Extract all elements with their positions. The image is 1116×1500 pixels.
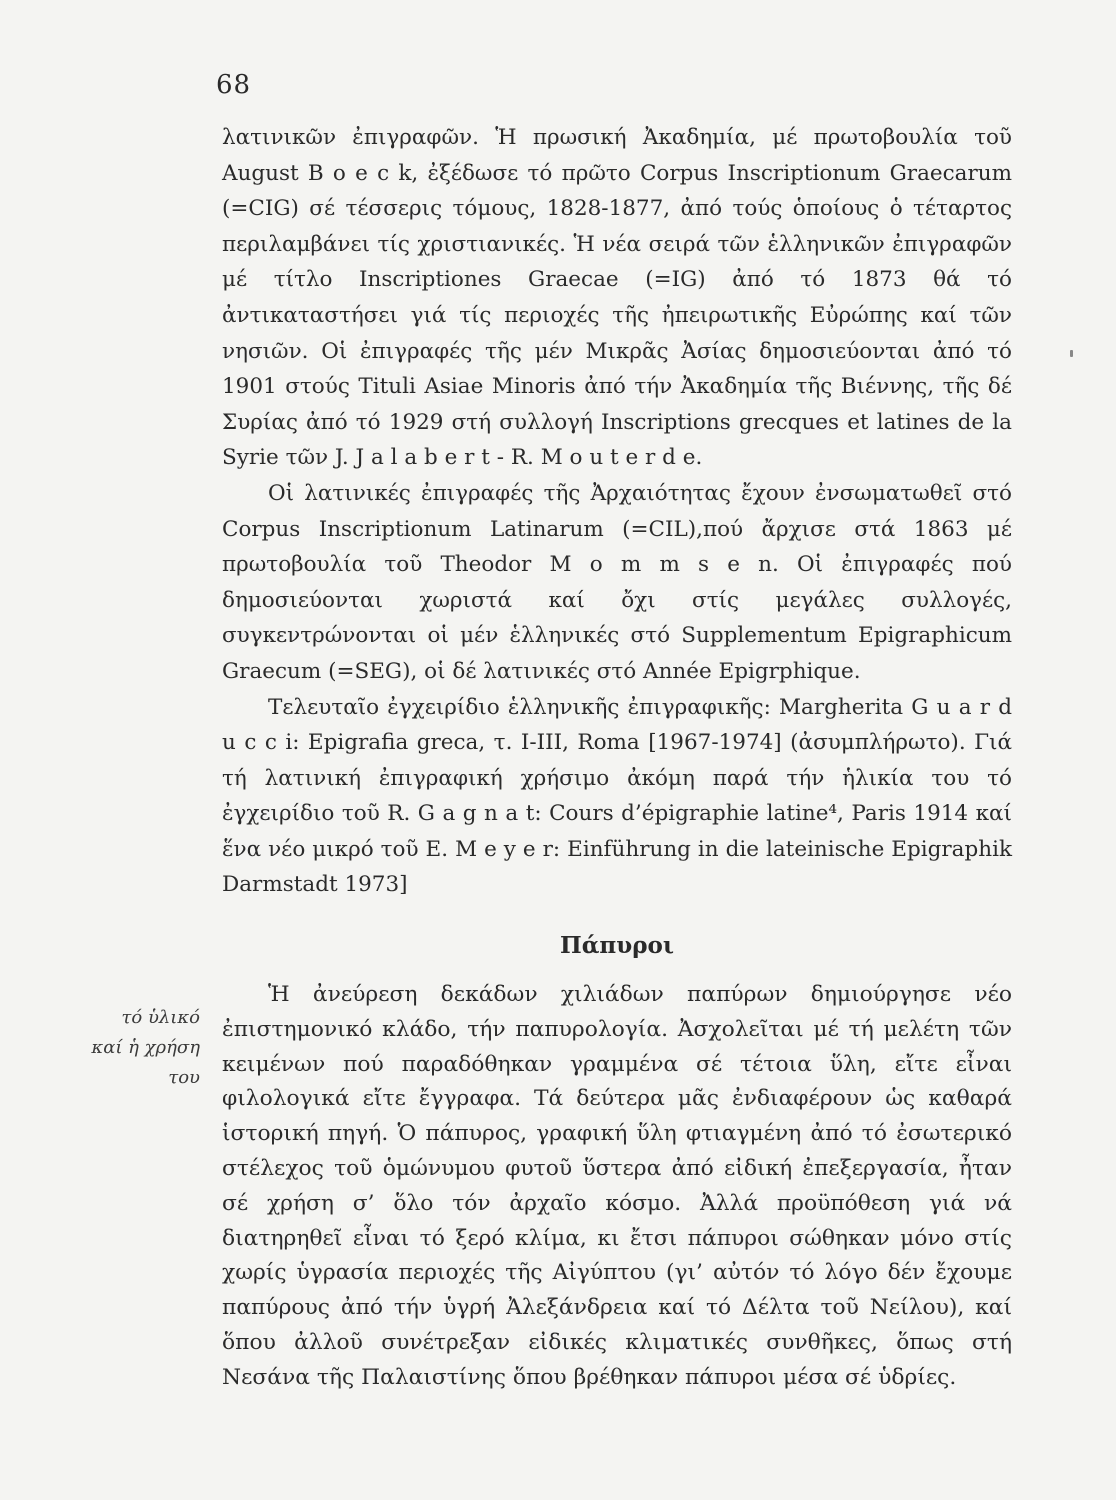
main-text-upper	[222, 120, 1012, 903]
margin-note	[60, 1003, 200, 1093]
section-heading: Πάπυροι	[560, 932, 674, 959]
main-text-lower	[222, 978, 1012, 1396]
paragraph: Ἡ ἀνεύρεση δεκάδων χιλιάδων παπύρων δημιούργησε νέο ἐπιστημονικό κλάδο, τήν παπυρολογία. Ἀσχολεῖται μέ τή μελέτη τῶν κειμένων πού παραδόθηκαν γραμμένα σέ τέτοια ὕλη, εἴτε εἶναι φιλολογικά εἴτε ἔγγραφα. Τά δεύτερα μᾶς ἐνδιαφέρουν ὡς καθαρά ἱστορική πηγή. Ὁ πάπυρος, γραφική ὕλη φτιαγμένη ἀπό τό ἐσωτερικό στέλεχος τοῦ ὁμώνυμου φυτοῦ ὕστερα ἀπό εἰδική ἐπεξεργασία, ἦταν σέ χρήση σ’ ὅλο τόν ἀρχαῖο κόσμο. Ἀλλά προϋπόθεση γιά νά διατηρηθεῖ εἶναι τό ξερό κλίμα, κι ἔτσι πάπυροι σώθηκαν μόνο στίς χωρίς ὑγρασία περιοχές τῆς Αἰγύπτου (γι’ αὐτόν τό λόγο δέν ἔχουμε παπύρους ἀπό τήν ὑγρή Ἀλεξάνδρεια καί τό Δέλτα τοῦ Νείλου), καί ὅπου ἀλλοῦ συνέτρεξαν εἰδικές κλιματικές συνθῆκες, ὅπως στή Νεσάνα τῆς Παλαιστίνης ὅπου βρέθηκαν πάπυροι μέσα σέ ὑδρίες.	[222, 982, 1012, 1390]
page-speck	[1070, 350, 1073, 357]
margin-note-line: τό ὑλικό	[121, 1007, 200, 1028]
page-number: 68	[216, 70, 252, 100]
paragraph: Οἱ λατινικές ἐπιγραφές τῆς Ἀρχαιότητας ἔχουν ἐνσωματωθεῖ στό Corpus Inscriptionum Latinarum (=CIL),πού ἄρχισε στά 1863 μέ πρωτοβουλία τοῦ Theodor M o m m s e n. Οἱ ἐπιγραφές πού δημοσιεύονται χωριστά καί ὄχι στίς μεγάλες συλλογές, συγκεντρώνονται οἱ μέν ἑλληνικές στό Supplementum Epigraphicum Graecum (=SEG), οἱ δέ λατινικές στό Année Epigrphique.	[222, 480, 1012, 684]
paragraph: λατινικῶν ἐπιγραφῶν. Ἡ πρωσική Ἀκαδημία, μέ πρωτοβουλία τοῦ August B o e c k, ἐξέδωσε τό πρῶτο Corpus Inscriptionum Graecarum (=CIG) σέ τέσσερις τόμους, 1828-1877, ἀπό τούς ὁποίους ὁ τέταρτος περιλαμβάνει τίς χριστιανικές. Ἡ νέα σειρά τῶν ἑλληνικῶν ἐπιγραφῶν μέ τίτλο Inscriptiones Graecae (=IG) ἀπό τό 1873 θά τό ἀντικαταστήσει γιά τίς περιοχές τῆς ἠπειρωτικῆς Εὐρώπης καί τῶν νησιῶν. Οἱ ἐπιγραφές τῆς μέν Μικρᾶς Ἀσίας δημοσιεύονται ἀπό τό 1901 στούς Tituli Asiae Minoris ἀπό τήν Ἀκαδημία τῆς Βιέννης, τῆς δέ Συρίας ἀπό τό 1929 στή συλλογή Inscriptions grecques et latines de la Syrie τῶν J. J a l a b e r t - R. M o u t e r d e.	[222, 125, 1012, 471]
margin-note-line: καί ἡ χρήση	[91, 1037, 200, 1058]
paragraph: Τελευταῖο ἐγχειρίδιο ἑλληνικῆς ἐπιγραφικῆς: Margherita G u a r d u c c i: Epigrafia greca, τ. I-III, Roma [1967-1974] (ἀσυμπλήρωτο). Γιά τή λατινική ἐπιγραφική χρήσιμο ἀκόμη παρά τήν ἡλικία του τό ἐγχειρίδιο τοῦ R. G a g n a t: Cours d’épigraphie latine⁴, Paris 1914 καί ἕνα νέο μικρό τοῦ E. M e y e r: Einführung in die lateinische Epigraphik Darmstadt 1973]	[222, 694, 1012, 898]
margin-note-line: του	[168, 1067, 200, 1088]
